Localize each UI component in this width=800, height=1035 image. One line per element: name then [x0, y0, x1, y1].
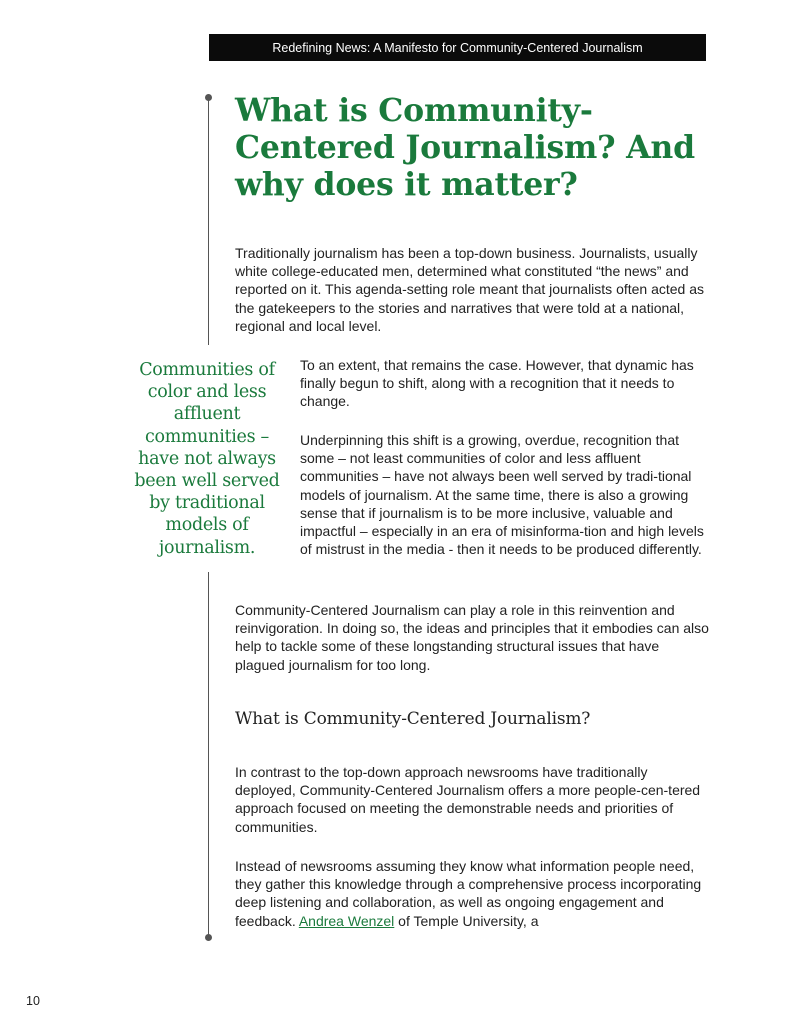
paragraph-underpinning: Underpinning this shift is a growing, overdue, recognition that some – not least communities of color and less affluent communities – have not always been well served by tradi-tional models of journalism. At the same time, there is also a growing sense that if journalism is to be more inclusive, valuable and impactful – especially in an era of misinforma-tion and high levels of mistrust in the media - then it needs to be produced differently.	[300, 432, 704, 558]
paragraph-listening-text: Instead of newsrooms assuming they know what information people need, they gather this knowledge through a comprehensive process incorporating deep listening and collaboration, as well as ongoing engagement and feedback.	[235, 858, 702, 929]
paragraph-intro: Traditionally journalism has been a top-down business. Journalists, usually white college-educated men, determined what constituted “the news” and reported on it. This agenda-setting role meant that journalists often acted as the gatekeepers to the stories and narratives that were told at a national, regional and local level.	[235, 245, 705, 334]
paragraph-listening	[235, 857, 705, 930]
running-header	[209, 34, 706, 61]
andrea-wenzel-link[interactable]: Andrea Wenzel	[298, 912, 395, 929]
article-title: What is Community-Centered Journalism? And why does it matter?	[235, 92, 695, 203]
running-header-title: Redefining News: A Manifesto for Community-Centered Journalism	[272, 40, 643, 55]
paragraph-listening-tail: of Temple University, a	[394, 912, 539, 929]
pull-quote: Communities of color and less affluent communities – have not always been well served by traditional models of journalism.	[134, 360, 280, 558]
vertical-rule-bottom	[208, 572, 209, 938]
paragraph-dynamic-shift: To an extent, that remains the case. However, that dynamic has finally begun to shift, along with a recognition that it needs to change.	[300, 357, 694, 410]
paragraph-contrast: In contrast to the top-down approach newsrooms have traditionally deployed, Community-Centered Journalism offers a more people-cen-tered approach focused on meeting the demonstrable needs and priorities of communities.	[235, 764, 701, 835]
rule-dot-bottom	[205, 934, 212, 941]
paragraph-reinvention: Community-Centered Journalism can play a role in this reinvention and reinvigoration. In doing so, the ideas and principles that it embodies can also help to tackle some of these longstanding structural issues that have plagued journalism for too long.	[235, 602, 709, 673]
section-subheading: What is Community-Centered Journalism?	[235, 709, 591, 729]
vertical-rule-top	[208, 97, 209, 345]
page-number: 10	[26, 994, 40, 1008]
